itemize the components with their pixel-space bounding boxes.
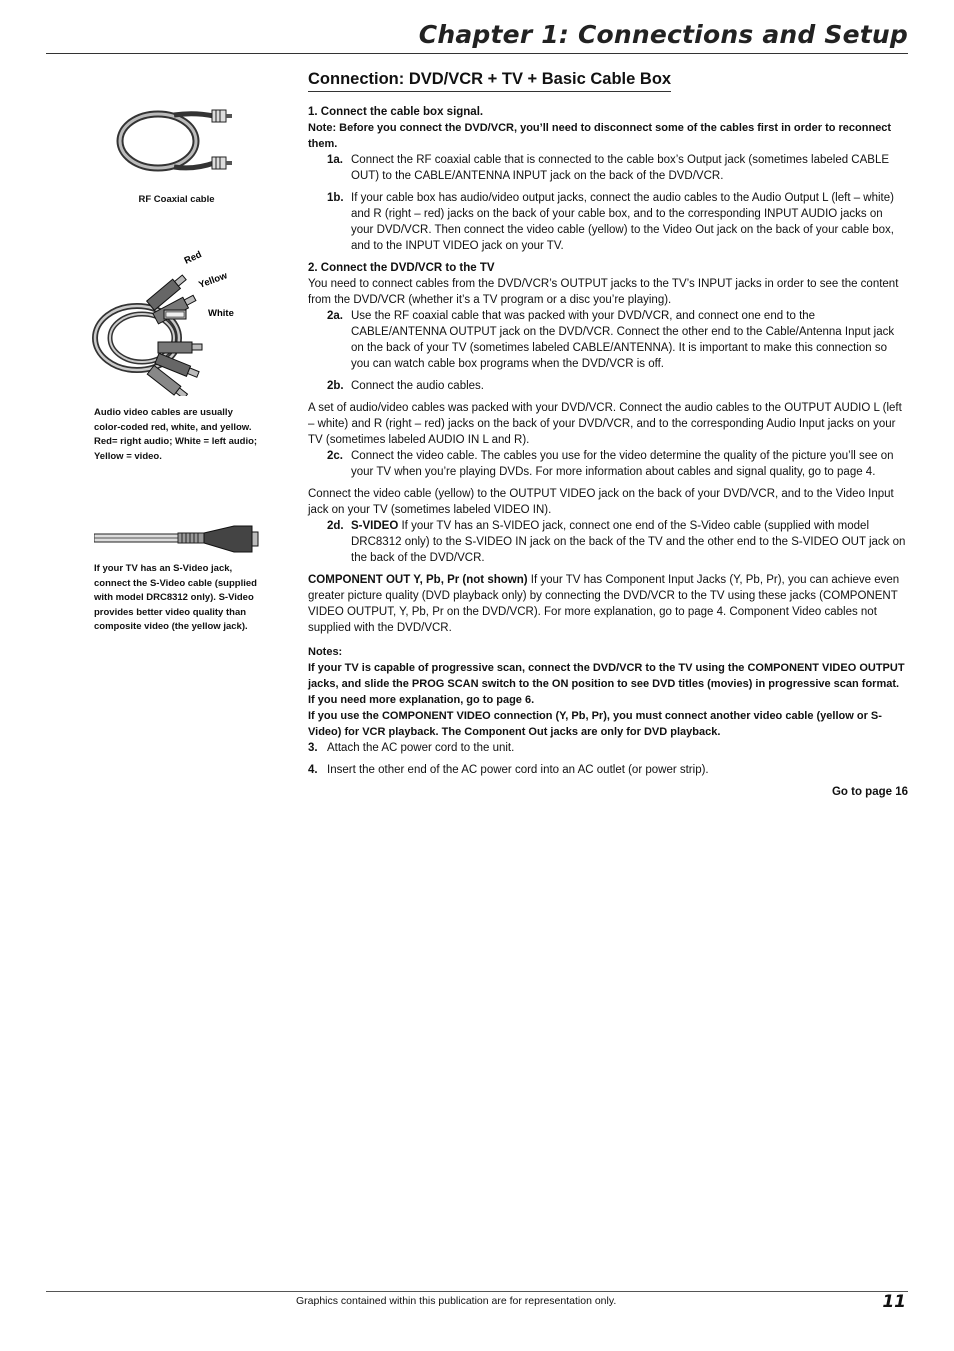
- step-label: 4.: [308, 764, 318, 776]
- step-label: 2b.: [327, 380, 344, 392]
- disconnect-note: Note: Before you connect the DVD/VCR, you’ll need to disconnect some of the cables first in order to reconnect them.: [308, 122, 892, 150]
- component-out-paragraph: [308, 572, 908, 636]
- step-text: [351, 518, 908, 566]
- step-text: Connect the video cable. The cables you use for the video determine the quality of the picture you’ll see on your TV when you’re playing DVDs. For more information about cables and signal quality, go to page 4.: [351, 450, 894, 478]
- step-2c-detail: Connect the video cable (yellow) to the OUTPUT VIDEO jack on the back of your DVD/VCR, and to the Video Input jack on your TV (sometimes labeled VIDEO IN).: [308, 488, 894, 516]
- step-text: Insert the other end of the AC power cord into an AC outlet (or power strip).: [327, 764, 709, 776]
- component-text: If your TV has Component Input Jacks (Y, Pb, Pr), you can achieve even greater picture quality (DVD playback only) by connecting the DVD/VCR to the TV using these jacks (COMPONENT VIDEO OUTPUT, Y, Pb, Pr on the DVD/VCR). For more explanation, go to page 4. Component Video cables not supplied with the DVD/VCR.: [308, 574, 900, 634]
- rf-cable-caption: RF Coaxial cable: [138, 194, 215, 205]
- step-text: Connect the RF coaxial cable that is connected to the cable box’s Output jack (sometimes labeled CABLE OUT) to the CABLE/ANTENNA INPUT jack on the back of the DVD/VCR.: [351, 154, 890, 182]
- step-text: Use the RF coaxial cable that was packed with your DVD/VCR, and connect one end to the CABLE/ANTENNA OUTPUT jack on the DVD/VCR. Connect the other end to the Cable/Antenna Input jack on the back of your TV (sometimes labeled CABLE/ANTENNA). It is important to make this connection so you can watch cable box programs when the DVD/VCR is off.: [351, 310, 895, 370]
- step-3: [308, 740, 908, 756]
- step-1-heading: 1. Connect the cable box signal.: [308, 106, 484, 118]
- step-2b: [327, 378, 908, 394]
- step-2-heading: 2. Connect the DVD/VCR to the TV: [308, 262, 495, 274]
- step-label: 3.: [308, 742, 318, 754]
- step-4: [308, 762, 908, 778]
- header-divider: [46, 53, 908, 54]
- step-text: Attach the AC power cord to the unit.: [327, 742, 515, 754]
- step-label: 1a.: [327, 154, 343, 166]
- step-label: 2d.: [327, 520, 344, 532]
- svideo-cable-illustration: [94, 524, 260, 554]
- footer-disclaimer: Graphics contained within this publication are for representation only.: [296, 1295, 617, 1307]
- svideo-lead: S-VIDEO: [351, 520, 399, 532]
- step-1a: [327, 152, 908, 184]
- page-number: 11: [882, 1292, 906, 1312]
- step-2c: [327, 448, 908, 480]
- rf-coaxial-cable-illustration: [114, 108, 238, 174]
- yellow-label: Yellow: [197, 270, 229, 291]
- step-text: Connect the audio cables.: [351, 380, 484, 392]
- step-2-intro: You need to connect cables from the DVD/VCR’s OUTPUT jacks to the TV’s INPUT jacks in order to see the content from the DVD/VCR (whether it’s a TV program or a disc you’re playing).: [308, 278, 899, 306]
- white-label: White: [208, 308, 234, 319]
- progressive-scan-note: If your TV is capable of progressive scan, connect the DVD/VCR to the TV using the COMPONENT VIDEO OUTPUT jacks, and slide the PROG SCAN switch to the ON position to see DVD titles (movies) in progressive scan format. If you need more explanation, go to page 6.: [308, 662, 905, 706]
- step-label: 2a.: [327, 310, 343, 322]
- red-label: Red: [182, 249, 204, 267]
- step-label: 1b.: [327, 192, 344, 204]
- section-title: Connection: DVD/VCR + TV + Basic Cable Box: [308, 70, 671, 92]
- av-cables-caption: Audio video cables are usually color-coded red, white, and yellow. Red= right audio; White = left audio; Yellow = video.: [94, 407, 258, 462]
- chapter-title: Chapter 1: Connections and Setup: [418, 20, 908, 49]
- instructions: [308, 104, 908, 800]
- av-cables-illustration: [92, 246, 252, 396]
- component-video-note: If you use the COMPONENT VIDEO connection (Y, Pb, Pr), you must connect another video cable (yellow or S-Video) for VCR playback. The Component Out jacks are only for DVD playback.: [308, 710, 882, 738]
- step-1b: [327, 190, 908, 254]
- step-2a: [327, 308, 908, 372]
- svideo-caption: If your TV has an S-Video jack, connect the S-Video cable (supplied with model DRC8312 only). S-Video provides better video quality than composite video (the yellow jack).: [94, 563, 257, 632]
- step-label: 2c.: [327, 450, 343, 462]
- footer-divider: [46, 1291, 908, 1292]
- notes-heading: Notes:: [308, 646, 343, 658]
- step-2b-detail: A set of audio/video cables was packed with your DVD/VCR. Connect the audio cables to the OUTPUT AUDIO L (left – white) and R (right – red) jacks on the back of your DVD/VCR, and to the corresponding Audio Input jacks on your TV (sometimes labeled AUDIO IN L and R).: [308, 402, 902, 446]
- step-2d: [327, 518, 908, 566]
- step-text: If your cable box has audio/video output jacks, connect the audio cables to the Audio Output L (left – white) and R (right – red) jacks on the back of your cable box, and to the corresponding INPUT AUDIO jacks on your DVD/VCR. Then connect the video cable (yellow) to the Video Out jack on the back of your cable box, and to the INPUT VIDEO jack on your TV.: [351, 192, 894, 252]
- svideo-text: If your TV has an S-VIDEO jack, connect one end of the S-Video cable (supplied with model DRC8312 only) to the S-VIDEO IN jack on the back of the TV and the other end to the S-VIDEO OUT jack on the back of the DVD/VCR.: [351, 520, 906, 564]
- go-to-page-link[interactable]: Go to page 16: [831, 786, 908, 798]
- component-lead: COMPONENT OUT Y, Pb, Pr (not shown): [308, 574, 528, 586]
